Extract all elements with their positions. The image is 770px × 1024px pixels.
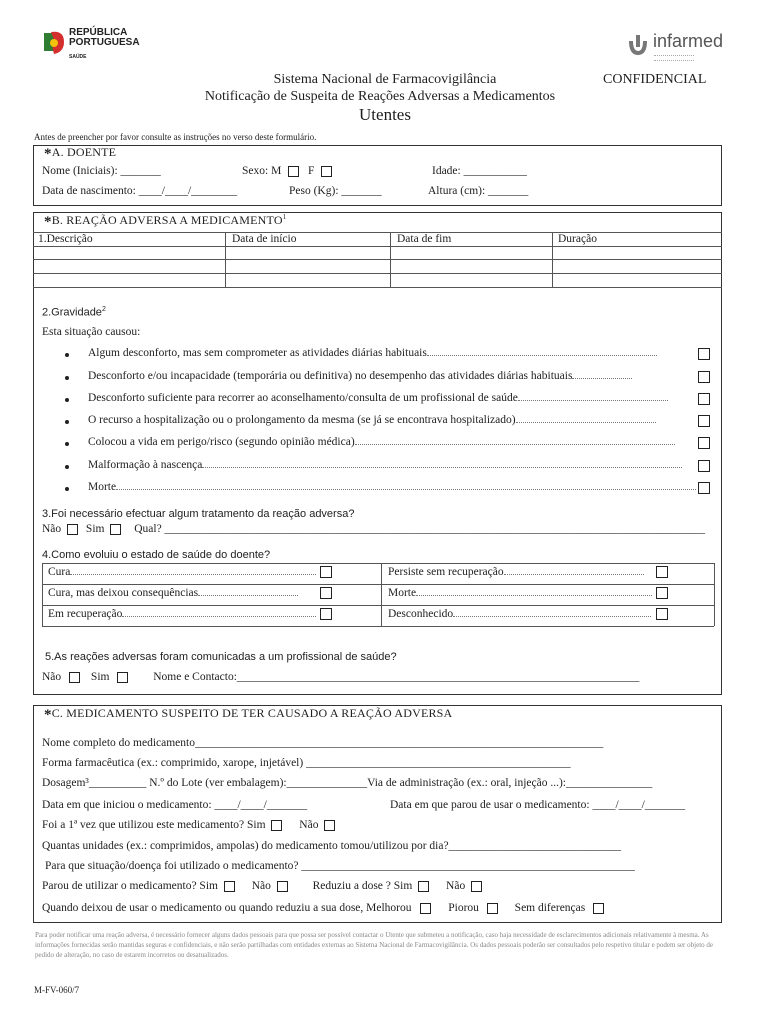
outcome-question: Quando deixou de usar o medicamento ou quando reduziu a sua dose, Melhorou Piorou Sem diferenças — [42, 902, 604, 914]
evolution-checkbox[interactable] — [320, 587, 332, 599]
col-description: 1.Descrição — [38, 233, 93, 245]
gravity-checkbox[interactable] — [698, 415, 710, 427]
gravity-checkbox[interactable] — [698, 482, 710, 494]
start-date-field[interactable]: Data em que iniciou o medicamento: ____/____/_______ — [42, 799, 308, 811]
treatment-no-checkbox[interactable] — [67, 524, 78, 535]
evolution-option: Morte — [388, 587, 652, 599]
col-start-date: Data de início — [232, 233, 297, 245]
government-logo — [42, 28, 152, 64]
communicated-answer: Não Sim Nome e Contacto:______________________________________________________________________ — [42, 671, 640, 683]
section-a-title: *A. DOENTE — [44, 145, 117, 162]
gov-line3: SAÚDE — [69, 54, 87, 60]
evolution-checkbox[interactable] — [320, 566, 332, 578]
patient-sex-field: Sexo: M F — [242, 165, 332, 177]
gravity-checkbox[interactable] — [698, 460, 710, 472]
evolution-question: 4.Como evoluiu o estado de saúde do doente? — [42, 549, 271, 561]
gravity-checkbox[interactable] — [698, 348, 710, 360]
evolution-checkbox[interactable] — [656, 566, 668, 578]
evolution-option: Cura, mas deixou consequências — [48, 587, 316, 599]
dosage-lot-route-field[interactable]: Dosagem³__________ N.º do Lote (ver embalagem):______________Via de administração (ex.: oral, injeção ...):_______________ — [42, 777, 653, 789]
reduced-yes-checkbox[interactable] — [418, 881, 429, 892]
gravity-item: Morte — [88, 481, 696, 493]
gravity-checkbox[interactable] — [698, 371, 710, 383]
medicine-name-field[interactable]: Nome completo do medicamento_______________________________________________________________________ — [42, 737, 604, 749]
reduced-no-checkbox[interactable] — [471, 881, 482, 892]
section-b-title: *B. REAÇÃO ADVERSA A MEDICAMENTO$^1$ — [44, 213, 287, 230]
worse-checkbox[interactable] — [487, 903, 498, 914]
form-title: Notificação de Suspeita de Reações Adversas a Medicamentos — [204, 89, 556, 104]
gov-line2: PORTUGUESA — [69, 37, 140, 48]
patient-weight-field[interactable]: Peso (Kg): _______ — [289, 185, 382, 197]
stopped-question: Parou de utilizar o medicamento? Sim Não Reduziu a dose ? Sim Não — [42, 880, 482, 892]
instructions-note: Antes de preencher por favor consulte as instruções no verso deste formulário. — [34, 132, 317, 142]
evolution-option: Persiste sem recuperação — [388, 566, 652, 578]
patient-age-field[interactable]: Idade: ___________ — [432, 165, 527, 177]
treatment-yes-checkbox[interactable] — [110, 524, 121, 535]
first-use-yes-checkbox[interactable] — [271, 820, 282, 831]
gravity-item: O recurso a hospitalização ou o prolongamento da mesma (se já se encontrava hospitalizado) — [88, 414, 696, 426]
gov-line1: REPÚBLICA — [69, 27, 128, 38]
gravity-title: 2.Gravidade$^2$ — [42, 306, 106, 319]
privacy-notice: Para poder notificar uma reação adversa, é necessário fornecer alguns dados pessoais para que possa ser possível contactar o Utente que submeteu a notificação, caso haja necessidade de esclarecimentos adicionais relativamente à mesma. As informações fornecidas serão mantidas seguras e confidenciais, e não serão partilhadas com entidades externas ao Sistema Nacional de Farmacovigilância. Os dados pessoais poderão ser consultados pelo respetivo titular e podem ser objeto de pedido de alteração, no caso de estarem incorretos ou desatualizados. — [35, 931, 713, 959]
section-c-title: *C. MEDICAMENTO SUSPEITO DE TER CAUSADO A REAÇÃO ADVERSA — [44, 706, 453, 723]
communicated-yes-checkbox[interactable] — [117, 672, 128, 683]
no-change-checkbox[interactable] — [593, 903, 604, 914]
system-title: Sistema Nacional de Farmacovigilância — [273, 72, 497, 87]
evolution-checkbox[interactable] — [320, 608, 332, 620]
section-adverse-reaction — [33, 212, 722, 695]
infarmed-wordmark: infarmed — [653, 31, 724, 51]
col-end-date: Data de fim — [397, 233, 452, 245]
daily-units-field[interactable]: Quantas unidades (ex.: comprimidos, ampolas) do medicamento tomou/utilizou por dia?______________________________ — [42, 840, 622, 852]
evolution-option: Cura — [48, 566, 316, 578]
indication-field[interactable]: Para que situação/doença foi utilizado o medicamento? __________________________________________________________ — [45, 860, 635, 872]
form-code: M-FV-060/7 — [34, 985, 80, 995]
gravity-item: Algum desconforto, mas sem comprometer as atividades diárias habituais — [88, 347, 696, 359]
sex-f-checkbox[interactable] — [321, 166, 332, 177]
evolution-checkbox[interactable] — [656, 587, 668, 599]
treatment-question: 3.Foi necessário efectuar algum tratamento da reação adversa? — [42, 508, 355, 520]
treatment-which-field[interactable]: Qual? ______________________________________________________________________________________________ — [134, 523, 706, 535]
gravity-caused-label: Esta situação causou: — [42, 326, 141, 338]
first-use-no-checkbox[interactable] — [324, 820, 335, 831]
pharmaceutical-form-field[interactable]: Forma farmacêutica (ex.: comprimido, xarope, injetável) ______________________________________________ — [42, 757, 571, 769]
republic-emblem-icon — [42, 30, 68, 58]
communicated-no-checkbox[interactable] — [69, 672, 80, 683]
gravity-item: Colocou a vida em perigo/risco (segundo opinião médica) — [88, 436, 696, 448]
first-use-question: Foi a 1ª vez que utilizou este medicamento? Sim Não — [42, 819, 335, 831]
evolution-option: Desconhecido — [388, 608, 652, 620]
stop-date-field[interactable]: Data em que parou de usar o medicamento: ____/____/_______ — [390, 799, 686, 811]
gravity-item: Malformação à nascença — [88, 459, 696, 471]
treatment-answer: Não Sim Qual? ______________________________________________________________________________________________ — [42, 523, 706, 535]
communicated-question: 5.As reações adversas foram comunicadas a um profissional de saúde? — [45, 651, 397, 663]
contact-field[interactable]: Nome e Contacto:______________________________________________________________________ — [153, 671, 640, 683]
gravity-checkbox[interactable] — [698, 393, 710, 405]
infarmed-symbol-icon — [627, 33, 649, 55]
stopped-yes-checkbox[interactable] — [224, 881, 235, 892]
evolution-checkbox[interactable] — [656, 608, 668, 620]
col-duration: Duração — [558, 233, 597, 245]
sex-m-checkbox[interactable] — [288, 166, 299, 177]
improved-checkbox[interactable] — [420, 903, 431, 914]
patient-initials-field[interactable]: Nome (Iniciais): _______ — [42, 165, 161, 177]
evolution-option: Em recuperação — [48, 608, 316, 620]
stopped-no-checkbox[interactable] — [277, 881, 288, 892]
gravity-item: Desconforto e/ou incapacidade (temporária ou definitiva) no desempenho das atividades diárias habituais — [88, 370, 696, 382]
gravity-checkbox[interactable] — [698, 437, 710, 449]
gravity-item: Desconforto suficiente para recorrer ao aconselhamento/consulta de um profissional de saúde — [88, 392, 696, 404]
patient-birthdate-field[interactable]: Data de nascimento: ____/____/________ — [42, 185, 238, 197]
confidential-label: CONFIDENCIAL — [603, 72, 707, 87]
infarmed-logo — [627, 31, 727, 65]
patient-height-field[interactable]: Altura (cm): _______ — [428, 185, 529, 197]
audience-title: Utentes — [359, 105, 411, 124]
